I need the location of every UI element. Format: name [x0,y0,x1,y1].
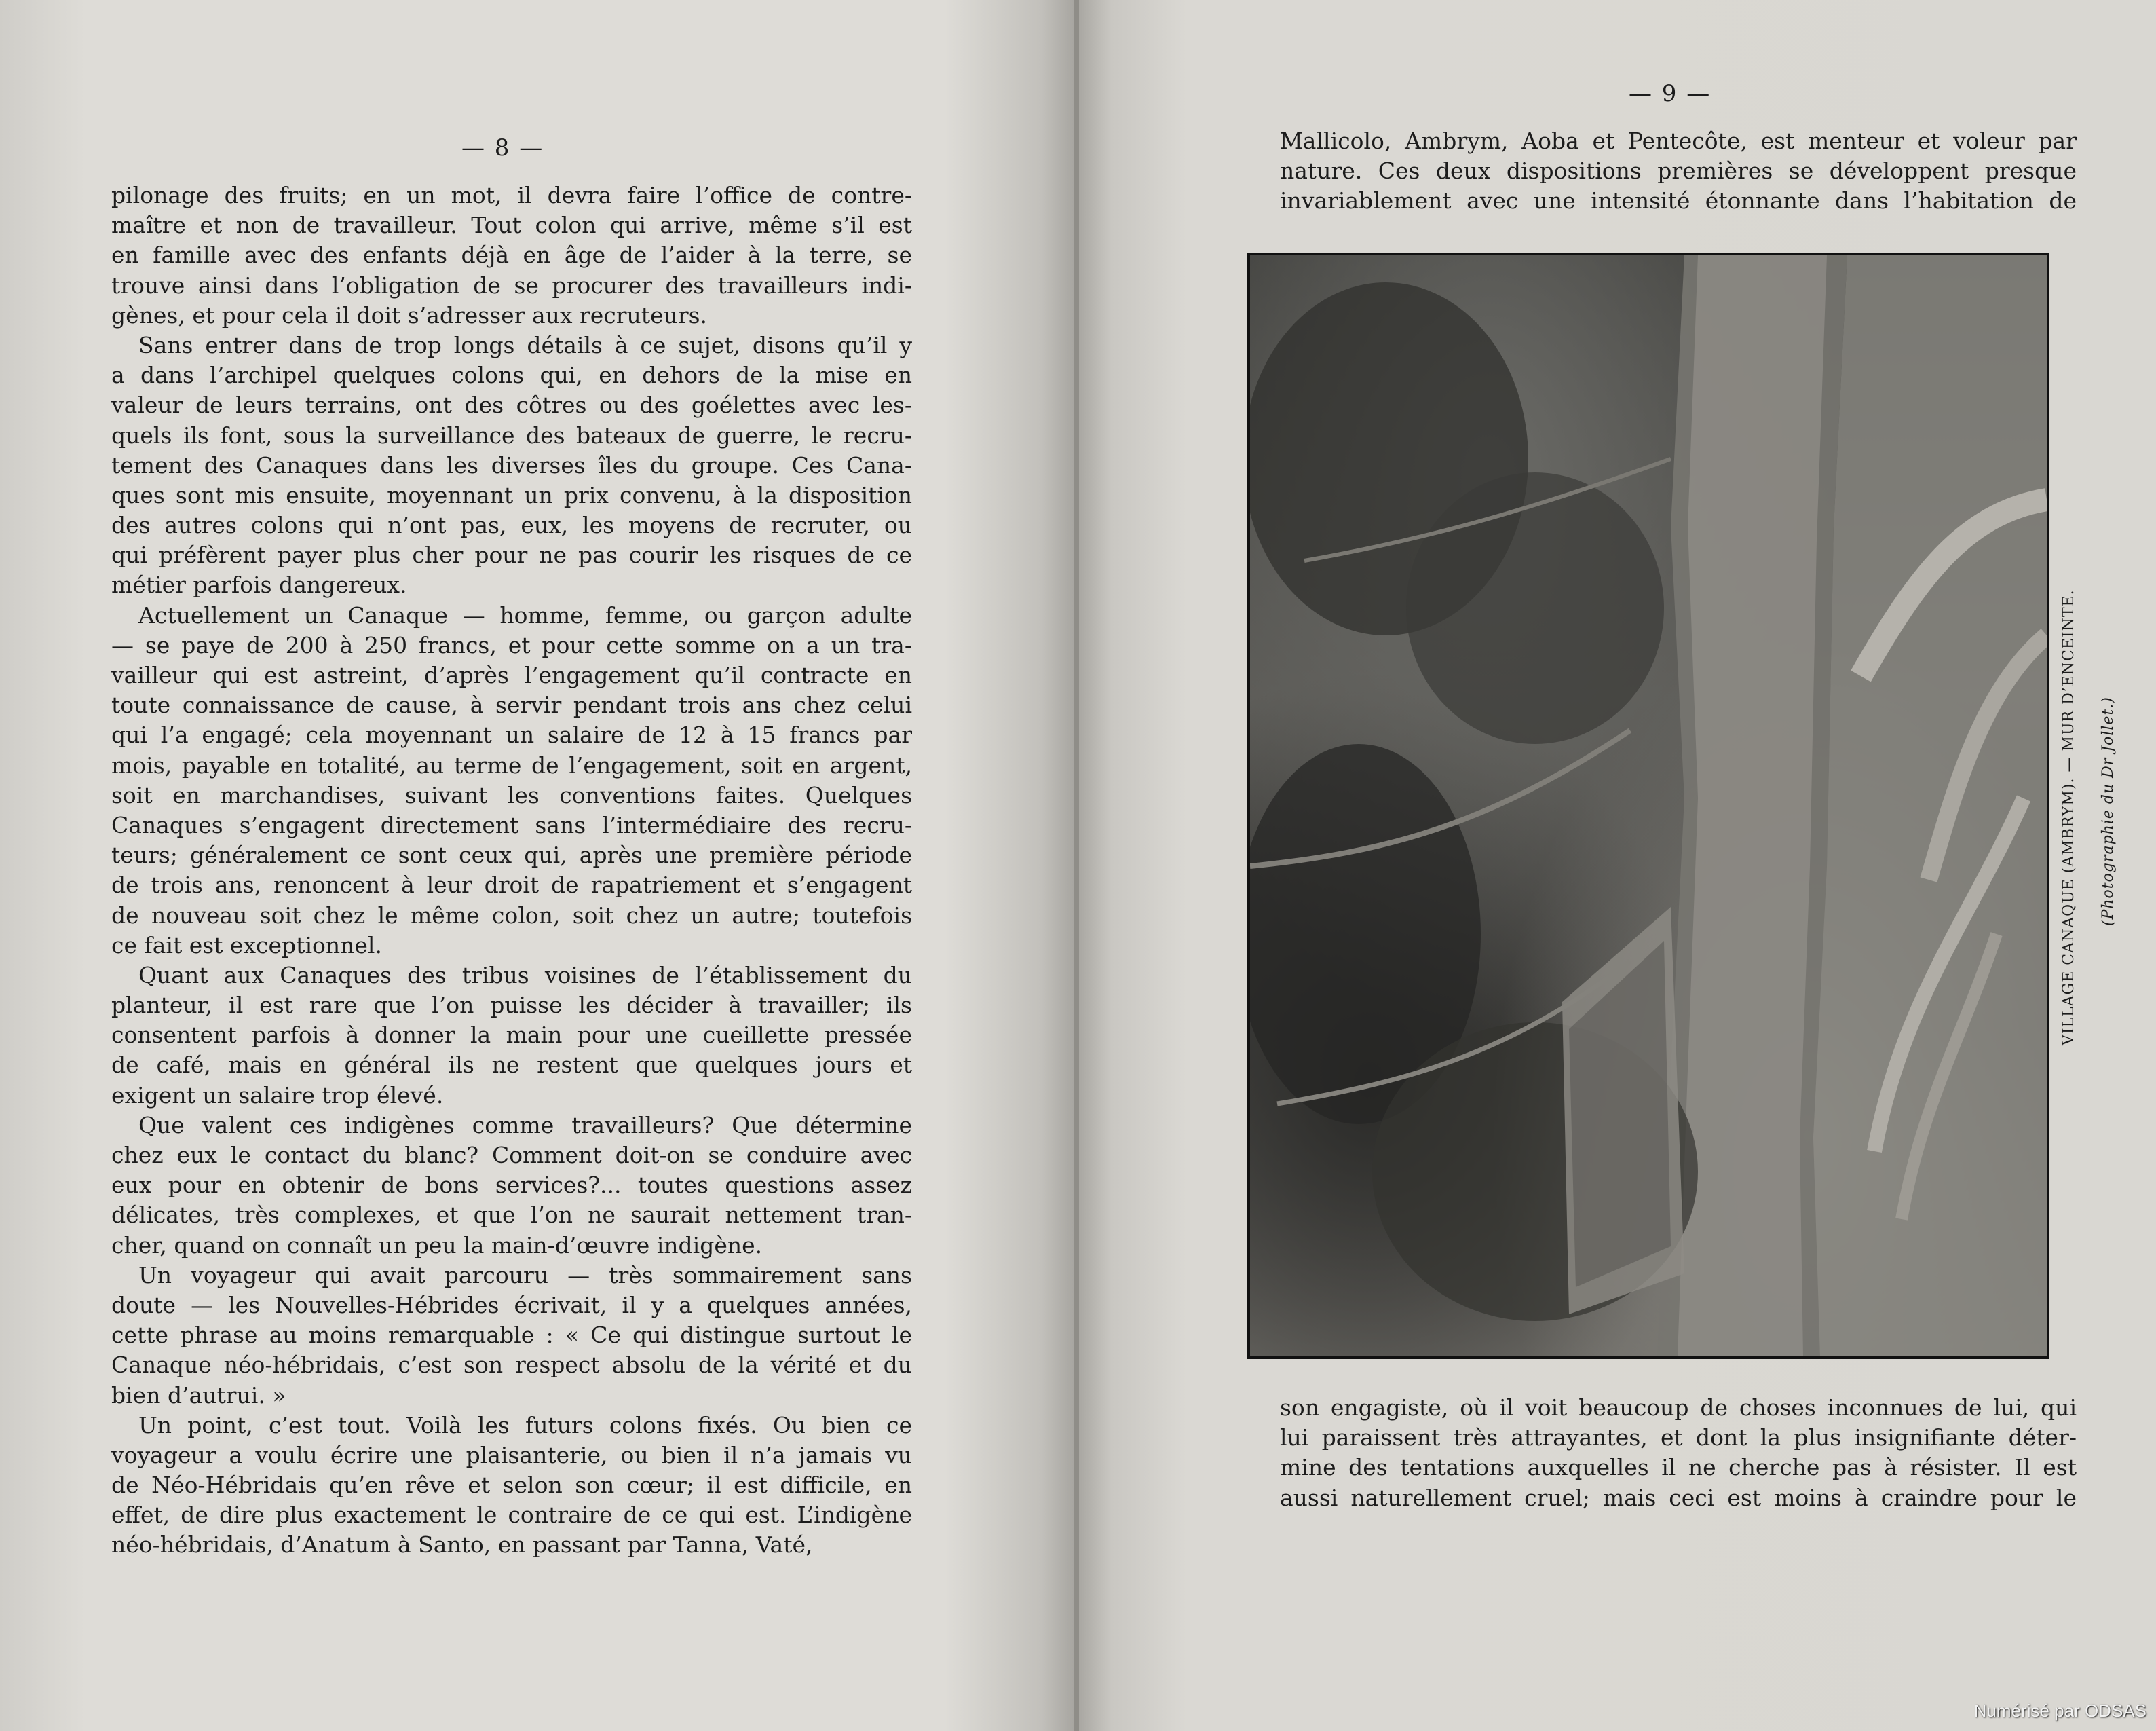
text-line: cette phrase au moins remarquable : « Ce qui distingue surtout le [111,1322,912,1349]
text-line: Mallicolo, Ambrym, Aoba et Pentecôte, est menteur et voleur par [1280,128,2077,154]
text-line: Sans entrer dans de trop longs détails à ce sujet, disons qu’il y [138,331,912,358]
text-line: doute — les Nouvelles-Hébrides écrivait, il y a quelques années, [111,1291,912,1318]
text-line: teurs; généralement ce sont ceux qui, après une première période [111,842,912,869]
photo-credit: (Photographie du Dr Jollet.) [2100,696,2117,926]
text-line: invariablement avec une intensité étonnante dans l’habitation de [1280,187,2077,215]
book-gutter [1074,0,1079,1731]
text-line: voyageur a voulu écrire une plaisanterie, ou bien il n’a jamais vu [111,1441,912,1468]
text-line: de nouveau soit chez le même colon, soit chez un autre; toutefois [111,901,912,929]
text-line: mois, payable en totalité, au terme de l’engagement, soit en argent, [111,751,912,779]
text-line: ce fait est exceptionnel. [111,931,382,958]
left-page-text [111,181,912,1561]
text-line: Actuellement un Canaque — homme, femme, ou garçon adulte [138,601,912,629]
text-line: quels ils font, sous la surveillance des bateaux de guerre, le recru- [111,422,912,449]
text-line: exigent un salaire trop élevé. [111,1081,444,1109]
text-line: chez eux le contact du blanc? Comment doit-on se conduire avec [111,1142,912,1168]
left-page [0,0,1074,1731]
text-line: toute connaissance de cause, à servir pendant trois ans chez celui [111,692,912,719]
text-line: qui l’a engagé; cela moyennant un salaire de 12 à 15 francs par [111,722,912,749]
right-page-text-top [1280,126,2077,217]
text-line: lui paraissent très attrayantes, et dont la plus insignifiante déter- [1280,1424,2077,1451]
text-line: Un point, c’est tout. Voilà les futurs colons fixés. Ou bien ce [138,1411,912,1438]
text-line: délicates, très complexes, et que l’on ne saurait nettement tran- [111,1202,912,1229]
text-line: mine des tentations auxquelles il ne cherche pas à résister. Il est [1280,1454,2077,1481]
text-line: — se paye de 200 à 250 francs, et pour cette somme on a un tra- [111,631,912,658]
text-line: Canaque néo-hébridais, c’est son respect absolu de la vérité et du [111,1352,912,1379]
text-line: néo-hébridais, d’Anatum à Santo, en passant par Tanna, Vaté, [111,1531,813,1559]
text-line: aussi naturellement cruel; mais ceci est moins à craindre pour le [1280,1484,2077,1511]
text-line: qui préfèrent payer plus cher pour ne pas courir les risques de ce [111,542,912,569]
text-line: consentent parfois à donner la main pour une cueillette pressée [111,1022,912,1049]
text-line: gènes, et pour cela il doit s’adresser aux recruteurs. [111,301,708,329]
text-line: métier parfois dangereux. [111,572,407,599]
text-line: nature. Ces deux dispositions premières se développent presque [1280,157,2077,185]
text-line: Canaques s’engagent directement sans l’intermédiaire des recru- [111,811,912,838]
text-line: maître et non de travailleur. Tout colon qui arrive, même s’il est [111,212,912,239]
text-line: Quant aux Canaques des tribus voisines de l’établissement du [138,961,912,988]
text-line: valeur de leurs terrains, ont des côtres ou des goélettes avec les- [111,392,912,419]
photo-caption: VILLAGE CANAQUE (AMBRYM). — MUR D’ENCEINTE. [2060,589,2077,1045]
right-page-text-bottom [1280,1393,2077,1513]
text-line: son engagiste, où il voit beaucoup de choses inconnues de lui, qui [1280,1394,2077,1421]
text-line: des autres colons qui n’ont pas, eux, les moyens de recruter, ou [111,512,912,539]
text-line: de Néo-Hébridais qu’en rêve et selon son cœur; il est difficile, en [111,1472,912,1499]
text-line: effet, de dire plus exactement le contraire de ce qui est. L’indigène [111,1502,912,1529]
text-line: tement des Canaques dans les diverses îles du groupe. Ces Cana- [111,451,912,479]
text-line: Que valent ces indigènes comme travailleurs? Que détermine [138,1111,912,1138]
photo-drawing [1250,255,2047,1356]
text-line: trouve ainsi dans l’obligation de se procurer des travailleurs indi- [111,272,912,299]
text-line: pilonage des fruits; en un mot, il devra faire l’office de contre- [111,182,912,208]
digitization-stamp: Numérisé par ODSAS [1973,1700,2146,1721]
page-number-left: — 8 — [461,134,544,162]
page-number-right: — 9 — [1629,80,1711,107]
text-line: cher, quand on connaît un peu la main-d’œuvre indigène. [111,1231,763,1259]
text-line: de café, mais en général ils ne restent que quelques jours et [111,1051,912,1079]
text-line: Un voyageur qui avait parcouru — très sommairement sans [138,1261,912,1288]
text-line: a dans l’archipel quelques colons qui, en dehors de la mise en [111,362,912,389]
village-photograph [1247,253,2049,1359]
text-line: en famille avec des enfants déjà en âge de l’aider à la terre, se [111,242,912,269]
text-line: soit en marchandises, suivant les conventions faites. Quelques [111,781,912,808]
text-line: bien d’autrui. » [111,1381,286,1409]
text-line: planteur, il est rare que l’on puisse les décider à travailler; ils [111,992,912,1019]
text-line: ques sont mis ensuite, moyennant un prix convenu, à la disposition [111,481,912,508]
text-line: eux pour en obtenir de bons services?... toutes questions assez [111,1172,912,1199]
text-line: de trois ans, renoncent à leur droit de rapatriement et s’engagent [111,872,912,899]
text-line: vailleur qui est astreint, d’après l’engagement qu’il contracte en [111,662,912,688]
